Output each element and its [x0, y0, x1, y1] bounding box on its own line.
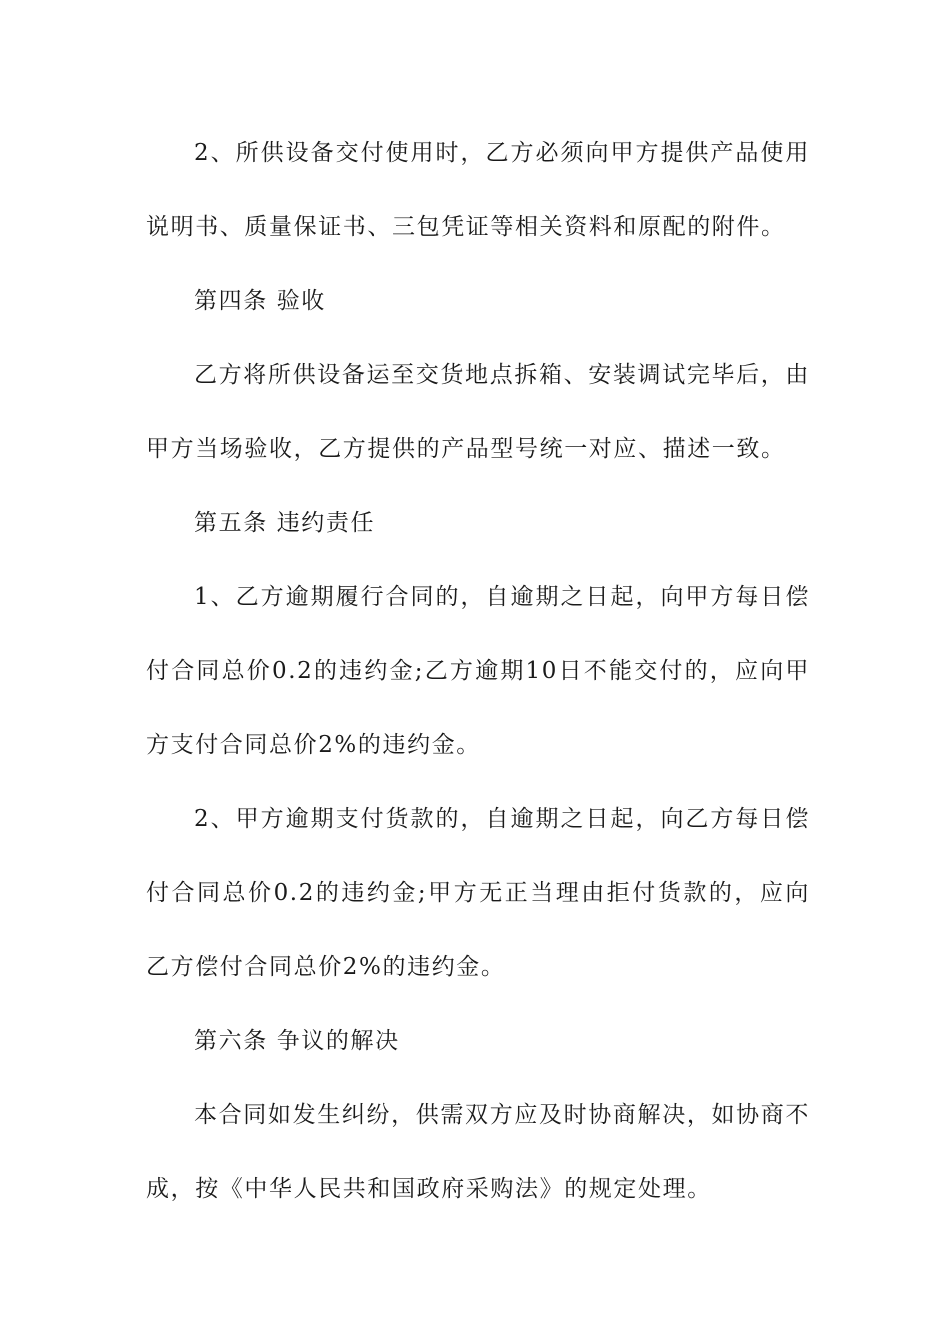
paragraph-delivery-documents: 2、所供设备交付使用时，乙方必须向甲方提供产品使用说明书、质量保证书、三包凭证等相关资料和原配的附件。	[146, 140, 810, 240]
paragraph-seller-breach: 1、乙方逾期履行合同的，自逾期之日起，向甲方每日偿付合同总价0.2的违约金;乙方逾期10日不能交付的，应向甲方支付合同总价2%的违约金。	[146, 584, 810, 758]
paragraph-acceptance: 乙方将所供设备运至交货地点拆箱、安装调试完毕后，由甲方当场验收，乙方提供的产品型号统一对应、描述一致。	[146, 362, 810, 462]
paragraph-buyer-breach: 2、甲方逾期支付货款的，自逾期之日起，向乙方每日偿付合同总价0.2的违约金;甲方无正当理由拒付货款的，应向乙方偿付合同总价2%的违约金。	[146, 806, 810, 980]
document-body	[146, 116, 810, 1226]
paragraph-dispute-resolution: 本合同如发生纠纷，供需双方应及时协商解决，如协商不成，按《中华人民共和国政府采购法》的规定处理。	[146, 1102, 810, 1202]
heading-article-4: 第四条 验收	[194, 288, 326, 314]
heading-article-6: 第六条 争议的解决	[194, 1028, 400, 1054]
heading-article-5: 第五条 违约责任	[194, 510, 376, 536]
